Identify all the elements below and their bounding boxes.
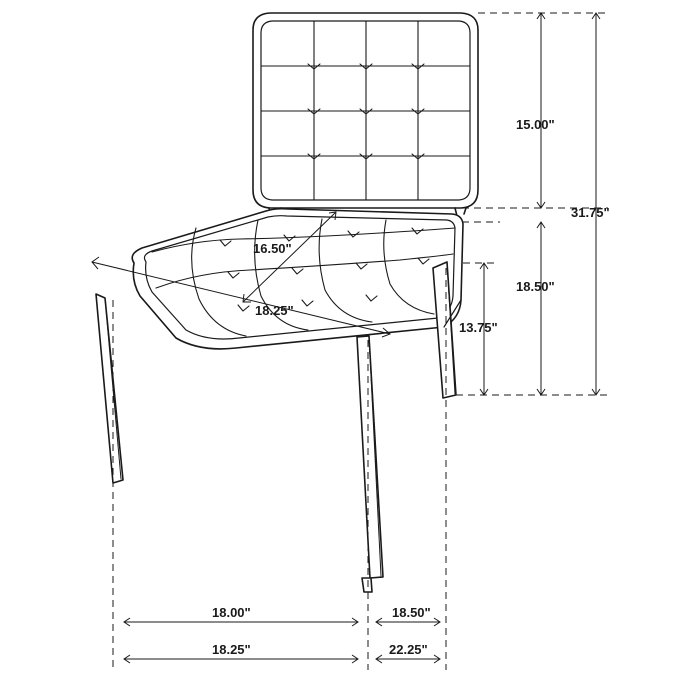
label-seat-width: 18.25": [255, 303, 294, 318]
label-overall-width: 18.25": [212, 642, 251, 657]
label-back-height: 15.00": [516, 117, 555, 132]
dim-seat-height: [537, 222, 545, 395]
label-leg-span-side: 18.50": [392, 605, 431, 620]
label-overall-depth: 22.25": [389, 642, 428, 657]
label-leg-span-front: 18.00": [212, 605, 251, 620]
label-seat-depth: 16.50": [253, 241, 292, 256]
label-overall-height: 31.75": [571, 205, 610, 220]
dim-overall-height: [592, 13, 600, 395]
label-seat-height-front: 13.75": [459, 320, 498, 335]
label-seat-height: 18.50": [516, 279, 555, 294]
dim-back-height: [537, 13, 545, 208]
